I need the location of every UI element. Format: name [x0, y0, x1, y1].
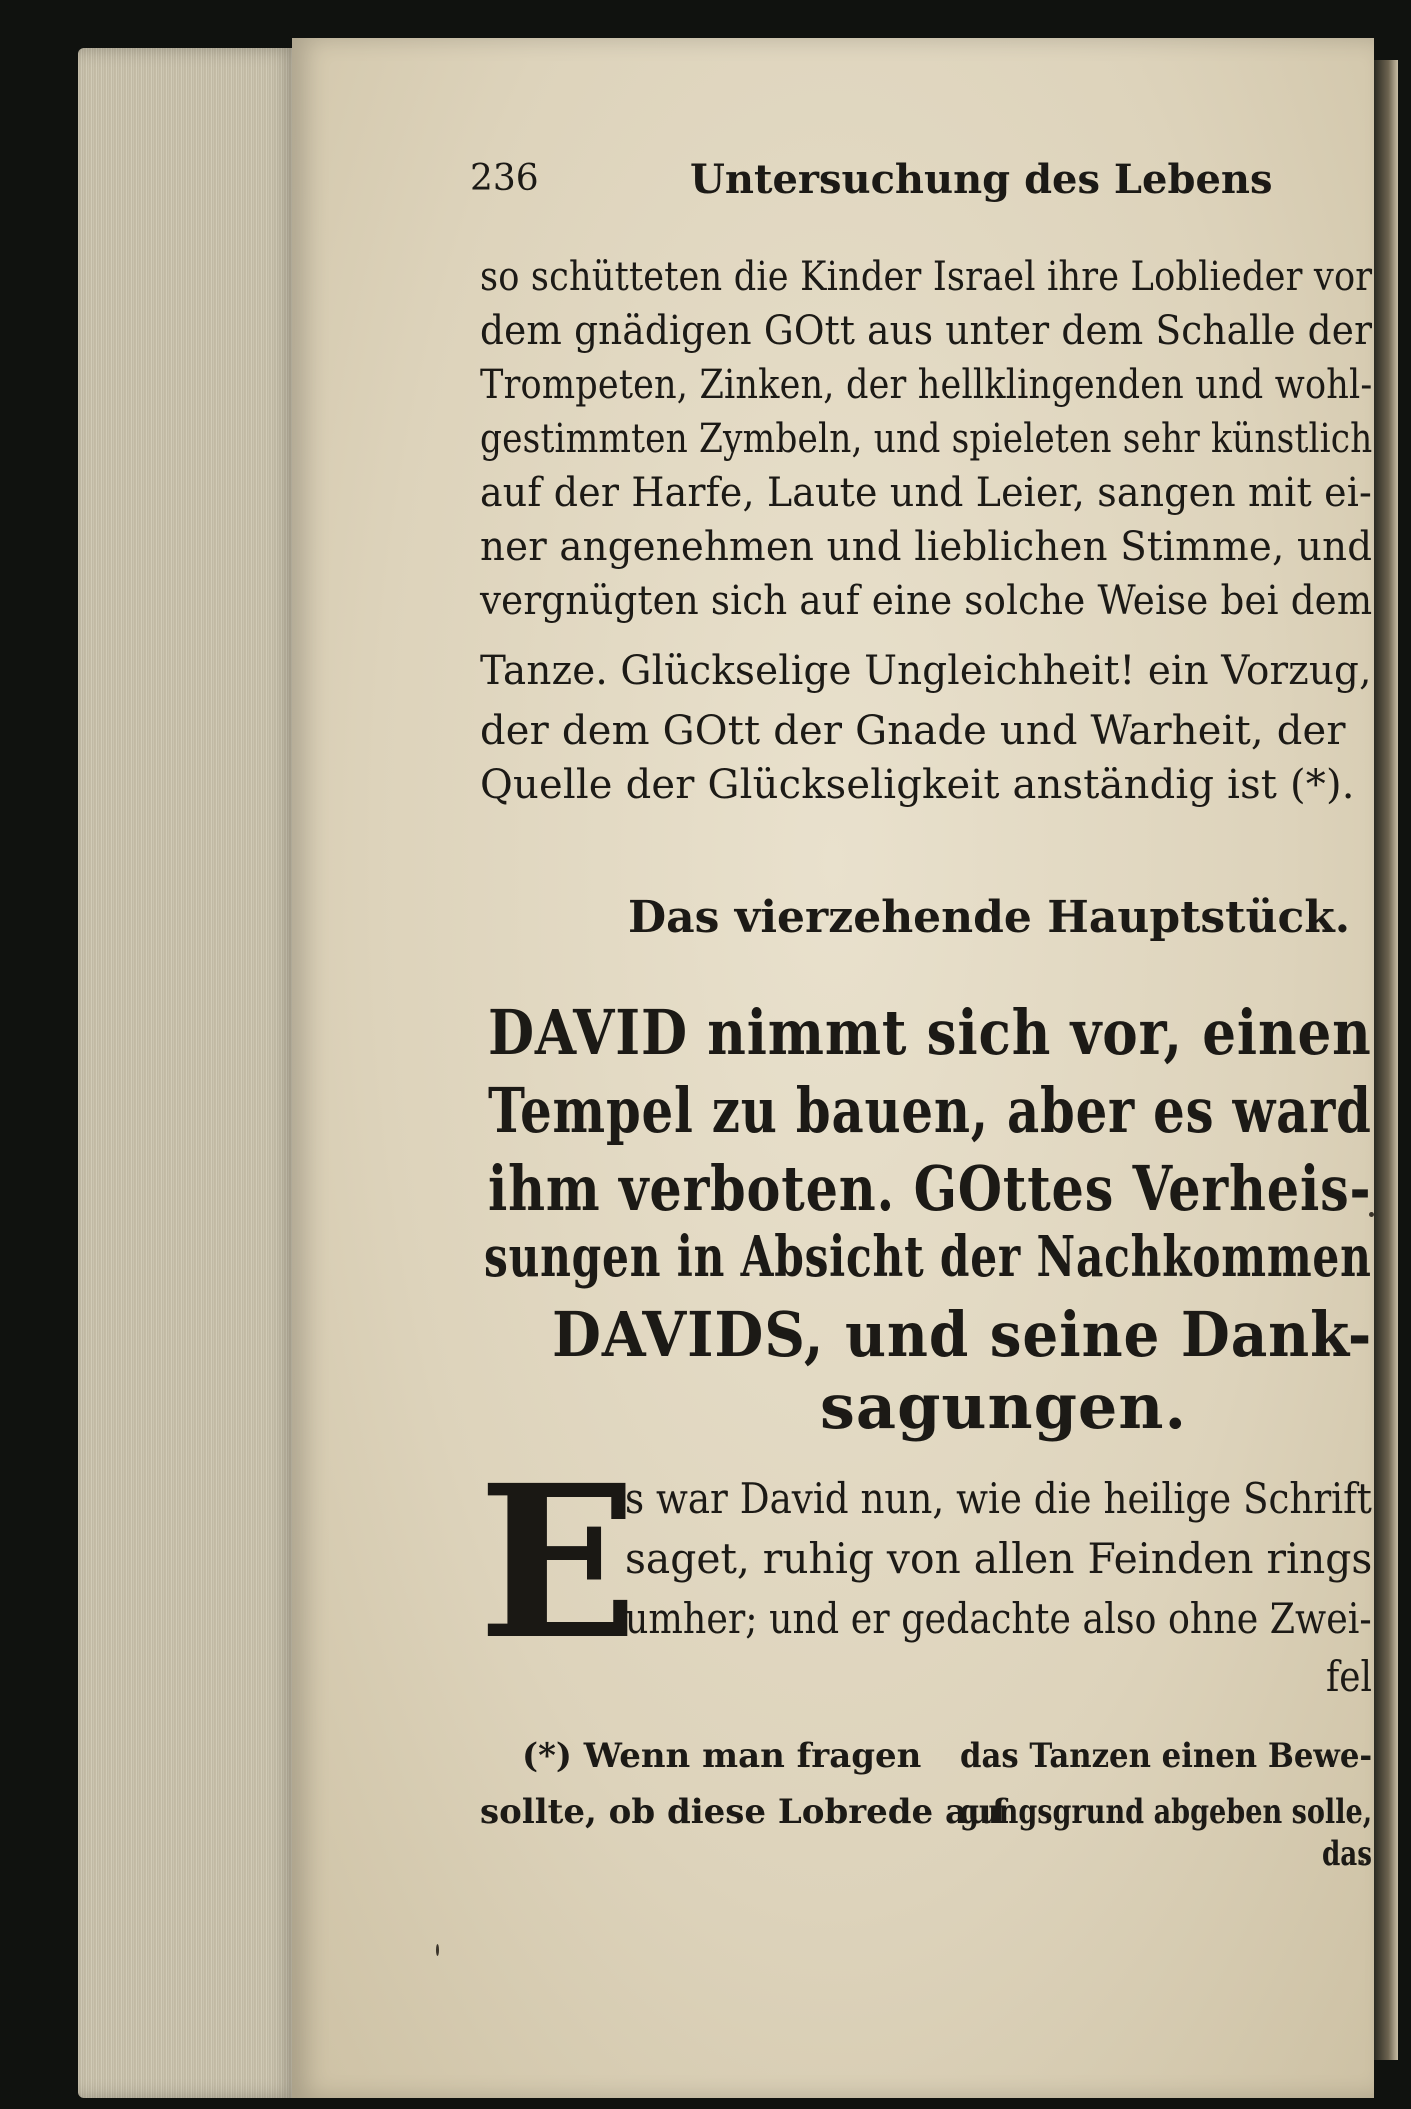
paragraph-line: so schütteten die Kinder Israel ihre Loblieder vor	[480, 254, 1373, 300]
binding-shadow	[1374, 60, 1398, 2060]
summary-line: sagungen.	[820, 1370, 1188, 1443]
paragraph-line: Quelle der Glückseligkeit anständig ist (*).	[480, 762, 1355, 808]
summary-line: DAVID nimmt sich vor, einen	[488, 996, 1372, 1069]
footnote-line: das Tanzen einen Bewe-	[960, 1736, 1373, 1776]
summary-line: Tempel zu bauen, aber es ward	[488, 1074, 1372, 1147]
paragraph-line: der dem GOtt der Gnade und Warheit, der	[480, 708, 1346, 754]
footnote-line: das	[1322, 1834, 1373, 1874]
paragraph-line: Tanze. Glückselige Ungleichheit! ein Vorzug,	[480, 648, 1372, 694]
summary-line: DAVIDS, und seine Dank-	[552, 1298, 1373, 1371]
drop-cap-initial: E	[478, 1439, 639, 1686]
summary-line: ihm verboten. GOttes Verheis-	[488, 1152, 1372, 1225]
footnote-line: gungsgrund abgeben solle,	[960, 1792, 1373, 1832]
summary-line: sungen in Absicht der Nachkommen	[484, 1224, 1372, 1290]
page-number: 236	[470, 158, 539, 199]
intro-line: fel	[1326, 1652, 1372, 1701]
paper-speck	[436, 1944, 439, 1956]
paragraph-line: gestimmten Zymbeln, und spieleten sehr künstlich	[480, 416, 1373, 462]
chapter-title: Das vierzehende Hauptstück.	[628, 892, 1351, 943]
intro-line: umher; und er gedachte also ohne Zwei-	[625, 1594, 1372, 1643]
paragraph-line: auf der Harfe, Laute und Leier, sangen mit ei-	[480, 470, 1372, 516]
footnote-line: (*) Wenn man fragen	[522, 1736, 922, 1776]
running-head: Untersuchung des Lebens	[690, 156, 1273, 203]
paragraph-line: ner angenehmen und lieblichen Stimme, und	[480, 524, 1373, 570]
paragraph-line: dem gnädigen GOtt aus unter dem Schalle der	[480, 308, 1373, 354]
paragraph-line: vergnügten sich auf eine solche Weise bei dem	[480, 578, 1373, 624]
intro-line: s war David nun, wie die heilige Schrift	[625, 1474, 1372, 1523]
footnote-line: sollte, ob diese Lobrede auf	[480, 1792, 1007, 1832]
intro-line: saget, ruhig von allen Feinden rings	[625, 1534, 1373, 1583]
page-edges	[78, 48, 298, 2098]
paragraph-line: Trompeten, Zinken, der hellklingenden und wohl-	[480, 362, 1373, 408]
